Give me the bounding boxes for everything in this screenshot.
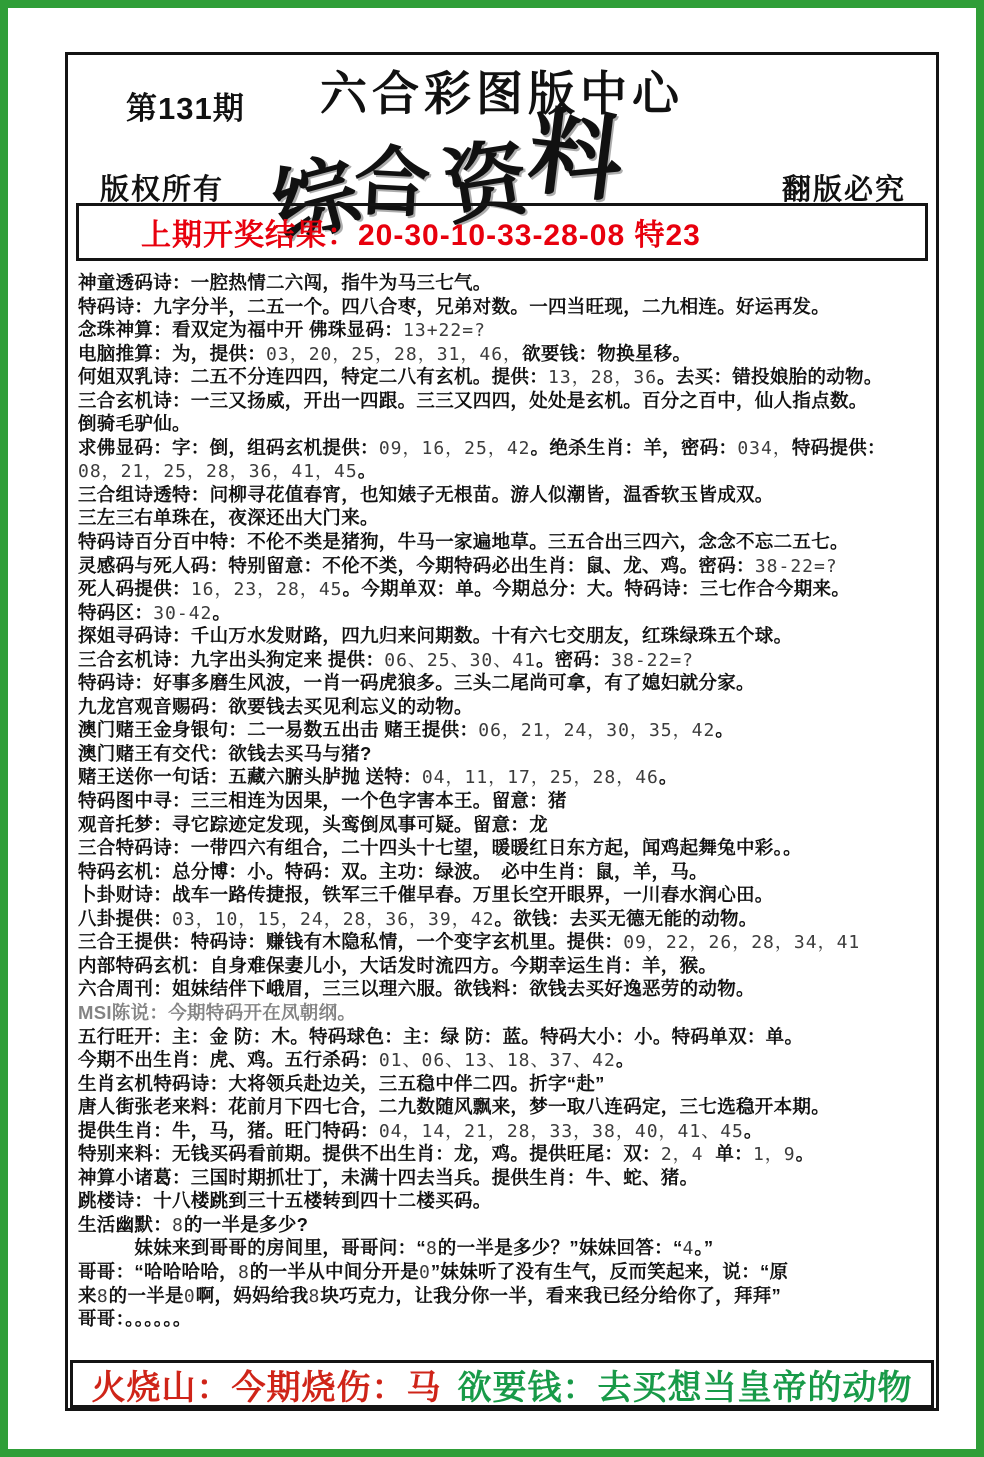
number-segment: 8: [308, 1285, 321, 1307]
body-line: [78, 554, 932, 578]
body-line: [78, 365, 932, 389]
footer-red-text: 火烧山：今期烧伤：马: [91, 1368, 442, 1407]
body-line: [78, 671, 932, 695]
text-segment: 特码诗：九字分半，二五一个。四八合枣，兄弟对数。一四当旺现，二九相连。好运再发。: [78, 295, 831, 317]
number-segment: 08，21，25，28，36，41，45: [78, 461, 358, 483]
text-segment: 五行旺开：主：金 防：木。特码球色：主：绿 防：蓝。特码大小：小。特码单双：单。: [78, 1025, 804, 1047]
text-segment: 。欲钱：去买无德无能的动物。: [494, 907, 758, 929]
text-segment: 内部特码玄机：自身难保妻儿小，大话发时流四方。今期幸运生肖：羊，猴。: [78, 954, 718, 976]
number-segment: 8: [96, 1285, 109, 1307]
text-segment: 的一半是多少?: [183, 1213, 309, 1235]
number-segment: 034，: [737, 437, 792, 459]
text-segment: 唐人街张老来料：花前月下四七合，二九数随风飘来，梦一取八连码定，三七选稳开本期。: [78, 1096, 831, 1118]
text-segment: 三合玄机诗：一三又扬威，开出一四跟。三三又四四，处处是玄机。百分之百中，仙人指点数。: [78, 389, 868, 411]
number-segment: 0: [183, 1285, 196, 1307]
text-segment: 的一半是: [108, 1284, 184, 1306]
text-segment: 哥哥：。。。。。。: [78, 1308, 192, 1330]
text-segment: 特别来料：无钱买码看前期。提供不出生肖：龙，鸡。提供旺尾：双：: [78, 1143, 661, 1165]
text-segment: 生肖玄机特码诗：大将领兵赴边关，三五稳中伴二四。折字“赴”: [78, 1072, 605, 1094]
text-segment: 探姐寻码诗：千山万水发财路，四九归来问期数。十有六七交朋友，红珠绿珠五个球。: [78, 625, 793, 647]
text-segment: 的一半是多少？”妹妹回答：“: [437, 1237, 683, 1259]
number-segment: 1，9: [752, 1144, 796, 1166]
text-segment: 生活幽默：: [78, 1213, 173, 1235]
body-line: [78, 1260, 932, 1284]
text-segment: 。: [715, 719, 735, 741]
text-segment: 特码诗百分百中特：不伦不类是猪狗，牛马一家遍地草。三五合出三四六，念念不忘二五七。: [78, 531, 849, 553]
text-segment: 块巧克力，让我分你一半，看来我已经分给你了，拜拜”: [320, 1284, 782, 1306]
body-line: [78, 907, 932, 931]
number-segment: 13，28，36: [548, 367, 658, 389]
text-segment: 来: [78, 1284, 97, 1306]
text-segment: 三合特码诗：一带四六有组合，二十四头十七望，暖暖红日东方起，闻鸡起舞兔中彩。。: [78, 837, 802, 859]
text-segment: 。: [212, 601, 232, 623]
text-segment: 赌王送你一句话：五藏六腑头胪抛 送特：: [78, 766, 422, 788]
body-line: [78, 1213, 932, 1237]
text-segment: 。密码：: [535, 648, 612, 670]
text-segment: 。: [357, 460, 377, 482]
text-segment: 啊，妈妈给我: [195, 1284, 309, 1306]
text-segment: 电脑推算：为，提供：: [78, 342, 267, 364]
body-line: [78, 1025, 932, 1049]
subtitle-char: 资: [436, 129, 537, 236]
text-segment: 哥哥：“哈哈哈哈，: [78, 1260, 238, 1282]
text-segment: 。去买：错投娘胎的动物。: [657, 366, 883, 388]
text-segment: 特码玄机：总分博：小。特码：双。主功：绿波。 必中生肖：鼠，羊，马。: [78, 860, 708, 882]
text-segment: 死人码提供：: [78, 578, 191, 600]
body-line: [78, 718, 932, 742]
body-line: [78, 742, 932, 766]
body-line: [78, 1001, 932, 1025]
text-segment: 念珠神算：看双定为福中开 佛珠显码：: [78, 319, 404, 341]
number-segment: 01、06、13、18、37、42: [378, 1050, 616, 1072]
number-segment: 0: [419, 1261, 431, 1283]
body-line: [78, 695, 932, 719]
body-line: [78, 813, 932, 837]
number-segment: 09，22，26，28，34，41: [623, 932, 861, 954]
copyright-notice-left: 版权所有: [100, 174, 225, 206]
body-line: [78, 601, 932, 625]
previous-result-text: 上期开奖结果：20-30-10-33-28-08 特23: [141, 219, 701, 252]
text-segment: 九龙宫观音赐码：欲要钱去买见利忘义的动物。: [78, 695, 473, 717]
subtitle-char: 综: [263, 143, 371, 257]
text-segment: 灵感码与死人码：特别留意：不伦不类，今期特码必出生肖：鼠、龙、鸡。密码：: [78, 554, 755, 576]
body-line: [78, 389, 932, 413]
body-line: [78, 1166, 932, 1190]
body-line: [78, 624, 932, 648]
text-segment: 。: [743, 1119, 763, 1141]
body-line: [78, 342, 932, 366]
number-segment: 03，20，25，28，31，46，: [266, 343, 523, 365]
main-title: 六合彩图版中心: [320, 67, 684, 120]
subtitle-char: 合: [351, 138, 435, 228]
body-line: [78, 483, 932, 507]
body-line: [78, 789, 932, 813]
body-line: [78, 271, 932, 295]
number-segment: 16，23，28，45: [190, 579, 343, 601]
body-line: [78, 1119, 932, 1143]
body-line: [78, 836, 932, 860]
text-segment: 。: [795, 1143, 815, 1165]
text-segment: 特码提供：: [791, 436, 886, 458]
text-segment: 三合组诗透特：问柳寻花值春宵，也知婊子无根苗。游人似潮皆，温香软玉皆成双。: [78, 483, 774, 505]
text-segment: 神童透码诗：一腔热情二六闯，指牛为马三七气。: [78, 272, 492, 293]
footer-banner: [70, 1360, 934, 1408]
number-segment: 04，11，17，25，28，46: [421, 767, 659, 789]
body-line: [78, 1284, 932, 1308]
text-segment: 澳门赌王有交代：欲钱去买马与猪?: [78, 742, 372, 764]
issue-number: 第131期: [126, 91, 245, 126]
text-segment: 的一半从中间分开是: [249, 1260, 419, 1282]
text-segment: 。”: [694, 1237, 714, 1259]
text-segment: 跳楼诗：十八楼跳到三十五楼转到四十二楼买码。: [78, 1190, 492, 1212]
body-line: [78, 1048, 932, 1072]
text-segment: 求佛显码：字：倒，组码玄机提供：: [78, 436, 379, 458]
number-segment: 4: [682, 1238, 695, 1260]
text-segment: 三合玄机诗：九字出头狗定来 提供：: [78, 648, 385, 670]
number-segment: 38-22=?: [611, 649, 695, 671]
body-line: [78, 1072, 932, 1096]
number-segment: 2，4: [660, 1144, 716, 1166]
text-segment: 三合王提供：特码诗：赚钱有木隐私情，一个变字玄机里。提供：: [78, 931, 624, 953]
text-segment: 妹妹来到哥哥的房间里，哥哥问：“: [78, 1237, 426, 1259]
text-segment: 倒骑毛驴仙。: [78, 413, 191, 435]
number-segment: 13+22=?: [403, 320, 486, 342]
tips-body-text: [78, 271, 932, 1341]
text-segment: MSI陈说：今期特码开在凤朝纲。: [78, 1001, 357, 1023]
text-segment: 特码区：: [78, 601, 154, 623]
text-segment: 八卦提供：: [78, 907, 173, 929]
number-segment: 06、25、30、41: [384, 649, 536, 671]
anti-piracy-notice-right: 翻版必究: [781, 174, 906, 206]
body-line: [78, 1142, 932, 1166]
body-line: [78, 977, 932, 1001]
body-line: [78, 318, 932, 342]
text-segment: 何姐双乳诗：二五不分连四四，特定二八有玄机。提供：: [78, 366, 549, 388]
body-line: [78, 883, 932, 907]
text-segment: 。: [615, 1049, 635, 1071]
body-line: [78, 1307, 932, 1331]
text-segment: 特码图中寻：三三相连为因果，一个色字害本王。留意：猪: [78, 790, 567, 812]
text-segment: 单：: [715, 1143, 753, 1165]
text-segment: 神算小诸葛：三国时期抓壮丁，未满十四去当兵。提供生肖：牛、蛇、猪。: [78, 1166, 699, 1188]
text-segment: 。: [658, 766, 678, 788]
text-segment: 提供生肖：牛，马，猪。旺门特码：: [78, 1119, 379, 1141]
subtitle-char: 料: [522, 98, 631, 214]
body-line: [78, 412, 932, 436]
text-segment: 卜卦财诗：战车一路传捷报，铁军三千催早春。万里长空开眼界，一川春水润心田。: [78, 884, 774, 906]
number-segment: 8: [172, 1214, 184, 1236]
body-line: [78, 530, 932, 554]
number-segment: 04，14，21，28，33，38，40，41、45: [378, 1120, 744, 1142]
number-segment: 38-22=?: [754, 555, 838, 577]
number-segment: 03，10，15，24，28，36，39，42: [172, 908, 495, 930]
body-line: [78, 436, 932, 460]
text-segment: 观音托梦：寻它踪迹定发现，头鸾倒凤事可疑。留意：龙: [78, 813, 549, 835]
text-segment: 今期不出生肖：虎、鸡。五行杀码：: [78, 1049, 379, 1071]
body-line: [78, 1236, 932, 1260]
body-line: [78, 648, 932, 672]
text-segment: 。绝杀生肖：羊，密码：: [530, 436, 738, 458]
body-line: [78, 954, 932, 978]
body-line: [78, 459, 932, 483]
body-line: [78, 506, 932, 530]
footer-green-text: 欲要钱：去买想当皇帝的动物: [457, 1368, 913, 1407]
number-segment: 30-42: [153, 602, 213, 624]
text-segment: 欲要钱：物换星移。: [522, 342, 692, 364]
number-segment: 09，16，25，42: [378, 437, 531, 459]
text-segment: 澳门赌王金身银句：二一易数五出击 赌王提供：: [78, 719, 479, 741]
body-line: [78, 1189, 932, 1213]
text-segment: 三左三右单珠在，夜深还出大门来。: [78, 507, 379, 529]
text-segment: 特码诗：好事多磨生风波，一肖一码虎狼多。三头二尾尚可拿，有了媳妇就分家。: [78, 672, 755, 694]
previous-result-box: [76, 203, 928, 261]
body-line: [78, 1095, 932, 1119]
number-segment: 8: [237, 1261, 250, 1283]
body-line: [78, 930, 932, 954]
number-segment: 06，21，24，30，35，42: [478, 720, 716, 742]
main-frame: [65, 52, 939, 1411]
body-line: [78, 765, 932, 789]
body-line: [78, 860, 932, 884]
text-segment: ”妹妹听了没有生气，反而笑起来，说：“原: [430, 1260, 789, 1282]
body-line: [78, 295, 932, 319]
text-segment: 。今期单双：单。今期总分：大。特码诗：三七作合今期来。: [342, 578, 851, 600]
number-segment: 8: [425, 1238, 438, 1260]
text-segment: 六合周刊：姐妹结伴下峨眉，三三以理六服。欲钱料：欲钱去买好逸恶劳的动物。: [78, 978, 755, 1000]
body-line: [78, 577, 932, 601]
